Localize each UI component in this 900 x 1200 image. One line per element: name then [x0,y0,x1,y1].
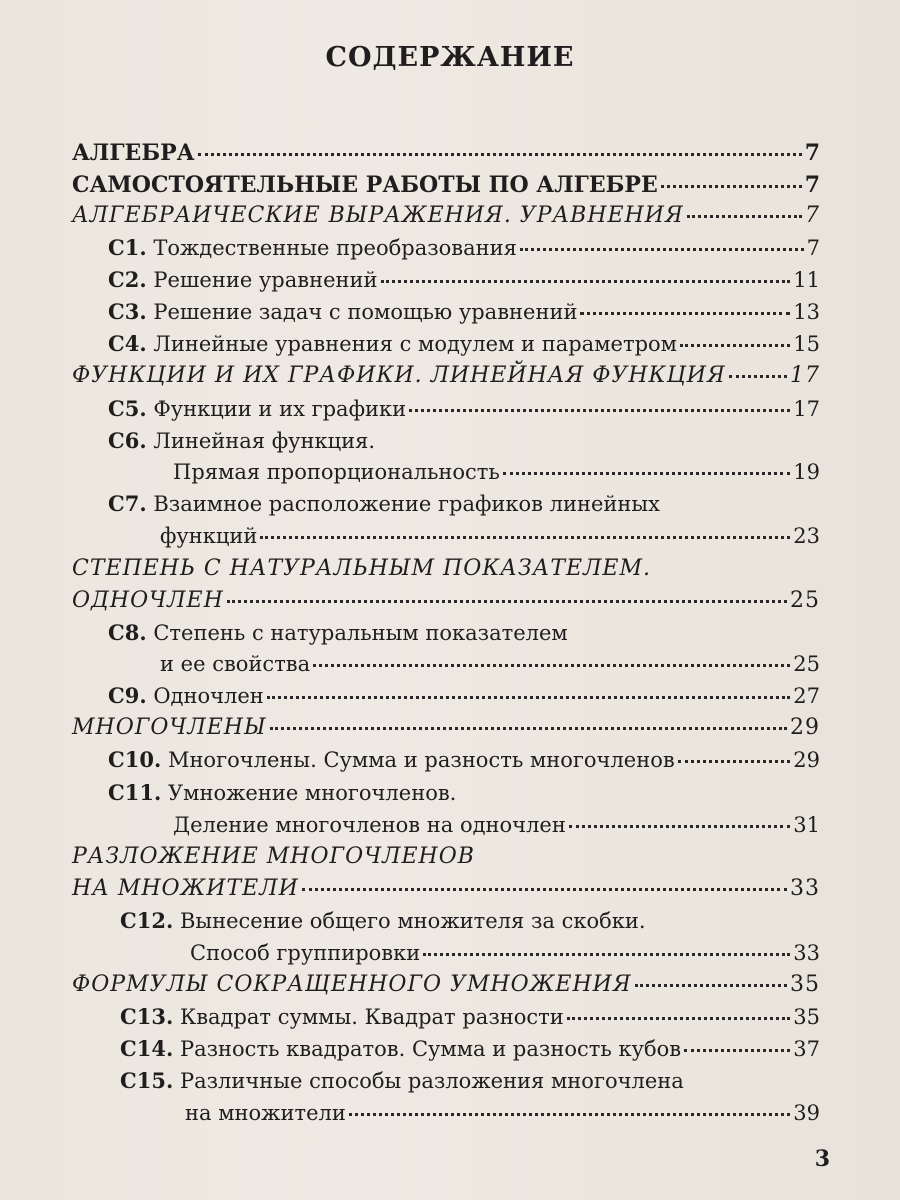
toc-entry-c15-line1[interactable] [120,1066,684,1096]
toc-code: С11. [108,780,162,805]
toc-page: 15 [793,332,820,356]
toc-page: 33 [790,876,820,901]
leader-dots [349,1113,790,1116]
toc-code: С7. [108,491,147,516]
toc-entry-c11[interactable] [173,810,820,840]
toc-code: С1. [108,235,147,260]
toc-code: С15. [120,1068,174,1093]
toc-page: 25 [790,588,820,613]
toc-label-cont: функций [160,524,258,548]
page-title: СОДЕРЖАНИЕ [325,42,575,73]
toc-entry-c7-line1[interactable] [108,489,660,519]
toc-label: Квадрат суммы. Квадрат разности [179,1005,564,1029]
leader-dots [687,215,802,218]
toc-label: Линейные уравнения с модулем и параметром [153,332,677,356]
toc-page: 33 [793,941,820,965]
toc-page: 39 [793,1101,820,1125]
toc-label: ФУНКЦИИ И ИХ ГРАФИКИ. ЛИНЕЙНАЯ ФУНКЦИЯ [72,363,726,388]
toc-page: 35 [790,972,820,997]
toc-label-cont: на множители [185,1101,346,1125]
toc-label: ФОРМУЛЫ СОКРАЩЕННОГО УМНОЖЕНИЯ [72,972,632,997]
toc-entry-functions[interactable] [72,361,820,391]
leader-dots [729,375,787,378]
toc-page: 19 [793,460,820,484]
toc-entry-c15[interactable] [185,1098,820,1128]
leader-dots [680,344,790,347]
leader-dots [580,312,790,315]
page-number: 3 [814,1146,830,1172]
toc-page: 7 [805,203,820,228]
toc-label: Тождественные преобразования [153,236,517,260]
toc-entry-c6[interactable] [173,457,820,487]
toc-entry-power-line1[interactable] [72,554,651,584]
toc-label-cont: и ее свойства [160,652,311,676]
toc-entry-c2[interactable] [108,265,820,295]
toc-page: 29 [790,715,820,740]
toc-entry-c10[interactable] [108,745,820,775]
leader-dots [503,472,790,475]
toc-code: С14. [120,1036,174,1061]
toc-code: С6. [108,428,147,453]
toc-entry-c4[interactable] [108,329,820,359]
leader-dots [661,185,802,188]
toc-page: 31 [793,813,820,837]
toc-label: Умножение многочленов. [167,781,457,805]
toc-entry-formulas[interactable] [72,970,820,1000]
toc-code: С10. [108,747,162,772]
toc-label: Решение задач с помощью уравнений [153,300,578,324]
toc-page: 29 [793,748,820,772]
toc-entry-factoring[interactable] [72,874,820,904]
toc-entry-c13[interactable] [120,1002,820,1032]
toc-entry-algebraic-expressions[interactable] [72,201,820,231]
toc-code: С13. [120,1004,174,1029]
toc-page: 37 [793,1037,820,1061]
toc-code: С2. [108,267,147,292]
toc-label-cont: Прямая пропорциональность [173,460,500,484]
leader-dots [684,1049,790,1052]
toc-entry-power[interactable] [72,586,820,616]
toc-label-cont: ОДНОЧЛЕН [72,588,224,613]
leader-dots [569,825,790,828]
toc-page: 13 [793,300,820,324]
toc-page: 25 [793,652,820,676]
toc-entry-c5[interactable] [108,394,820,424]
toc-code: С4. [108,331,147,356]
leader-dots [313,664,790,667]
toc-label: Решение уравнений [153,268,378,292]
leader-dots [567,1017,790,1020]
toc-label: РАЗЛОЖЕНИЕ МНОГОЧЛЕНОВ [72,844,475,869]
toc-page: 7 [804,140,820,166]
toc-label: Вынесение общего множителя за скобки. [179,909,646,933]
toc-entry-c12[interactable] [190,938,820,968]
leader-dots [678,760,791,763]
toc-entry-c8-line1[interactable] [108,618,568,648]
toc-page: 17 [793,397,820,421]
toc-page: 27 [793,684,820,708]
toc-entry-c9[interactable] [108,681,820,711]
toc-page: 23 [793,524,820,548]
leader-dots [227,600,787,603]
toc-code: С12. [120,908,174,933]
toc-entry-c11-line1[interactable] [108,778,456,808]
leader-dots [381,280,791,283]
toc-label: Многочлены. Сумма и разность многочленов [167,748,675,772]
leader-dots [267,696,791,699]
leader-dots [270,727,787,730]
toc-entry-polynomials[interactable] [72,713,820,743]
toc-code: С3. [108,299,147,324]
toc-label: Степень с натуральным показателем [153,621,568,645]
toc-entry-c12-line1[interactable] [120,906,646,936]
toc-label: АЛГЕБРА [72,140,195,166]
toc-label-cont: Деление многочленов на одночлен [173,813,566,837]
toc-label: Различные способы разложения многочлена [179,1069,684,1093]
toc-label: СТЕПЕНЬ С НАТУРАЛЬНЫМ ПОКАЗАТЕЛЕМ. [72,556,652,581]
toc-code: С9. [108,683,147,708]
toc-page: 7 [806,236,820,260]
toc-entry-c6-line1[interactable] [108,426,375,456]
leader-dots [423,953,790,956]
toc-label: САМОСТОЯТЕЛЬНЫЕ РАБОТЫ ПО АЛГЕБРЕ [72,172,658,198]
leader-dots [409,409,790,412]
toc-entry-independent-works[interactable] [72,170,820,200]
toc-page: 7 [804,172,820,198]
toc-label: Взаимное расположение графиков линейных [153,492,660,516]
toc-page: 17 [790,363,820,388]
toc-entry-c1[interactable] [108,233,820,263]
toc-label-cont: Способ группировки [190,941,421,965]
toc-label: Разность квадратов. Сумма и разность кубов [179,1037,682,1061]
toc-entry-c8[interactable] [160,649,820,679]
toc-code: С5. [108,396,147,421]
toc-label-cont: НА МНОЖИТЕЛИ [72,876,299,901]
toc-label: Одночлен [153,684,264,708]
leader-dots [260,536,790,539]
toc-page: 11 [793,268,820,292]
toc-page: 35 [793,1005,820,1029]
toc-label: Линейная функция. [153,429,376,453]
toc-code: С8. [108,620,147,645]
toc-label: АЛГЕБРАИЧЕСКИЕ ВЫРАЖЕНИЯ. УРАВНЕНИЯ [72,203,684,228]
toc-label: МНОГОЧЛЕНЫ [72,715,267,740]
leader-dots [520,248,804,251]
leader-dots [198,153,802,156]
toc-label: Функции и их графики [153,397,407,421]
toc-entry-c3[interactable] [108,297,820,327]
leader-dots [635,984,787,987]
toc-entry-algebra[interactable] [72,138,820,168]
toc-entry-c7[interactable] [160,521,820,551]
toc-entry-factoring-line1[interactable] [72,842,475,872]
toc-entry-c14[interactable] [120,1034,820,1064]
leader-dots [302,888,787,891]
